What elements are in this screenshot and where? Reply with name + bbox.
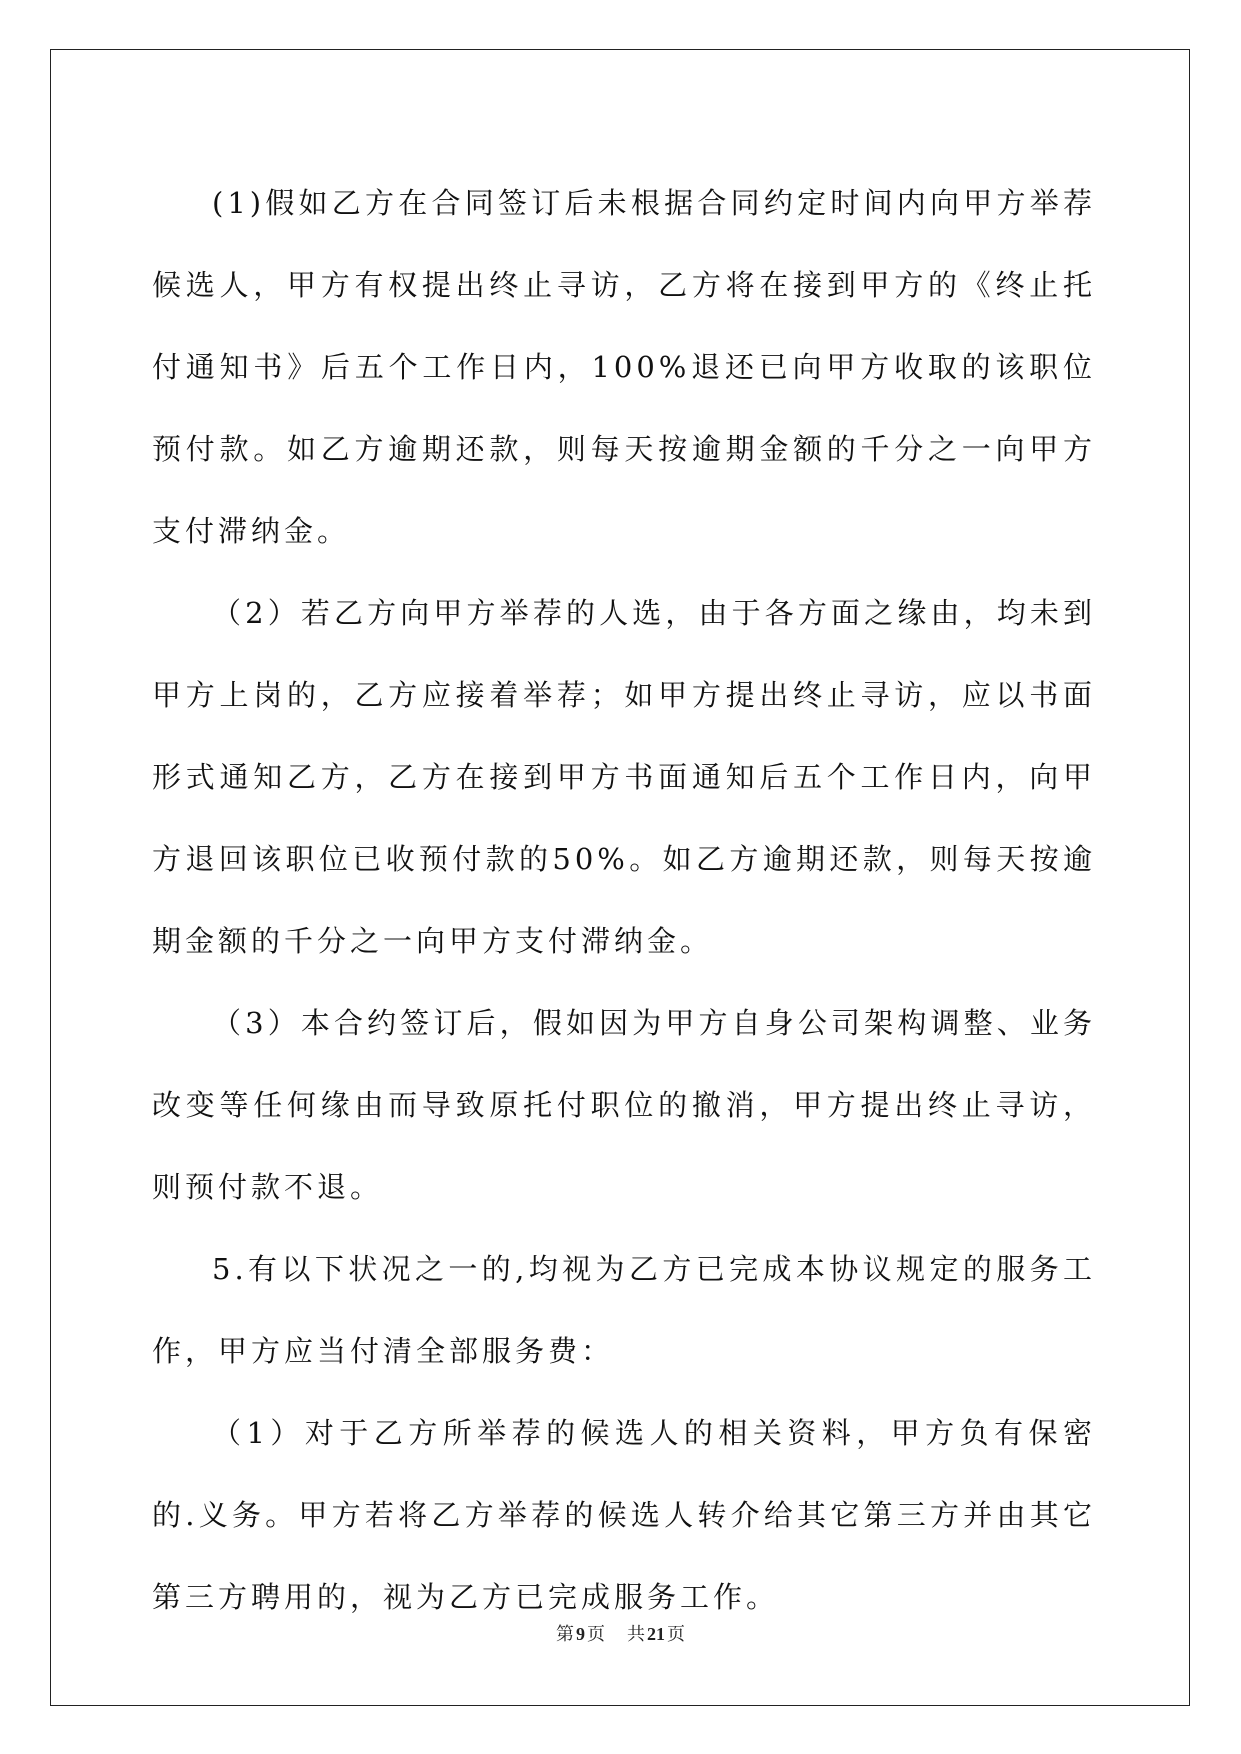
- page-number: 9: [576, 1624, 585, 1644]
- paragraph-clause-3: （3）本合约签订后，假如因为甲方自身公司架构调整、业务改变等任何缘由而导致原托付职位的撤消，甲方提出终止寻访，则预付款不退。: [152, 1006, 1096, 1204]
- page-unit: 页: [587, 1624, 605, 1645]
- paragraph-clause-1: (1)假如乙方在合同签订后未根据合同约定时间内向甲方举荐候选人，甲方有权提出终止寻访，乙方将在接到甲方的《终止托付通知书》后五个工作日内，100%退还已向甲方收取的该职位预付款。如乙方逾期还款，则每天按逾期金额的千分之一向甲方支付滞纳金。: [152, 186, 1096, 548]
- total-prefix: 共: [627, 1624, 645, 1645]
- page-prefix: 第: [556, 1624, 574, 1645]
- paragraph-section-5-clause-1: （1）对于乙方所举荐的候选人的相关资料，甲方负有保密的.义务。甲方若将乙方举荐的候选人转介给其它第三方并由其它第三方聘用的，视为乙方已完成服务工作。: [152, 1416, 1096, 1614]
- page-footer: [0, 1620, 1241, 1646]
- paragraph-clause-2: （2）若乙方向甲方举荐的人选，由于各方面之缘由，均未到甲方上岗的，乙方应接着举荐；如甲方提出终止寻访，应以书面形式通知乙方，乙方在接到甲方书面通知后五个工作日内，向甲方退回该职位已收预付款的50%。如乙方逾期还款，则每天按逾期金额的千分之一向甲方支付滞纳金。: [152, 596, 1096, 958]
- document-body: [152, 162, 1096, 1638]
- total-pages: 21: [647, 1624, 665, 1644]
- paragraph-section-5: 5.有以下状况之一的,均视为乙方已完成本协议规定的服务工作，甲方应当付清全部服务费：: [152, 1252, 1096, 1368]
- total-unit: 页: [667, 1624, 685, 1645]
